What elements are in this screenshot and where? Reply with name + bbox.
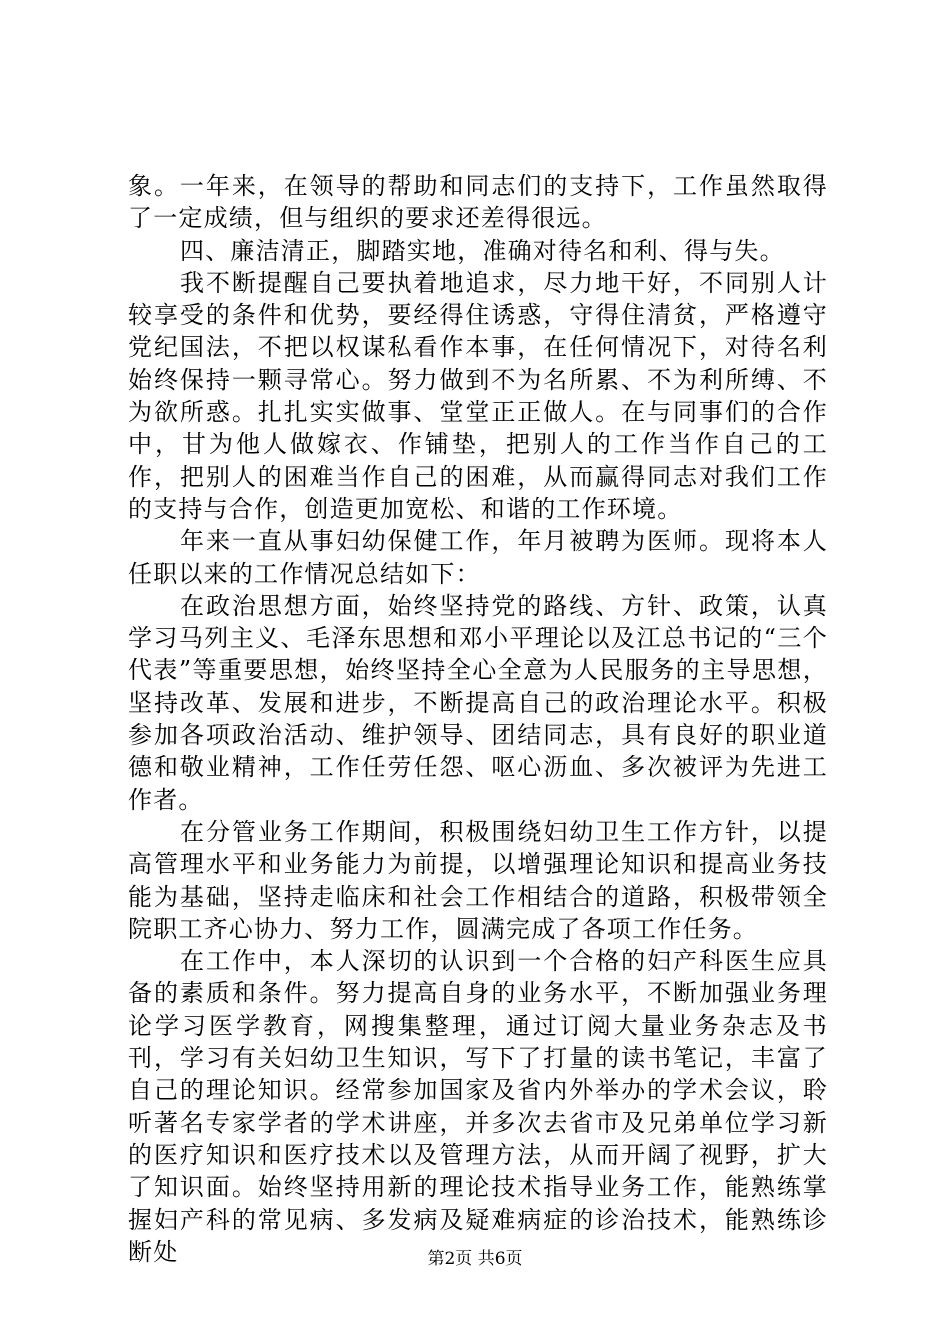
paragraph: 在分管业务工作期间，积极围绕妇幼卫生工作方针，以提高管理水平和业务能力为前提，以增强理论知识和提高业务技能为基础，坚持走临床和社会工作相结合的道路，积极带领全院职工齐心协力、努力工作，圆满完成了各项工作任务。 <box>128 817 828 943</box>
paragraph: 四、廉洁清正，脚踏实地，准确对待名和利、得与失。 <box>180 236 785 265</box>
paragraph: 年来一直从事妇幼保健工作，年月被聘为医师。现将本人任职以来的工作情况总结如下： <box>128 527 828 588</box>
paragraph: 在工作中，本人深切的认识到一个合格的妇产科医生应具备的素质和条件。努力提高自身的业务水平，不断加强业务理论学习医学教育，网搜集整理，通过订阅大量业务杂志及书刊，学习有关妇幼卫生知识，写下了打量的读书笔记，丰富了自己的理论知识。经常参加国家及省内外举办的学术会议，聆听著名专家学者的学术讲座，并多次去省市及兄弟单位学习新的医疗知识和医疗技术以及管理方法，从而开阔了视野，扩大了知识面。始终坚持用新的理论技术指导业务工作，能熟练掌握妇产科的常见病、多发病及疑难病症的诊治技术，能熟练诊断处 <box>128 947 828 1266</box>
page-footer: 第2页 共6页 <box>427 1249 523 1269</box>
paragraph: 在政治思想方面，始终坚持党的路线、方针、政策，认真学习马列主义、毛泽东思想和邓小平理论以及江总书记的“三个代表”等重要思想，始终坚持全心全意为人民服务的主导思想，坚持改革、发展和进步，不断提高自己的政治理论水平。积极参加各项政治活动、维护领导、团结同志，具有良好的职业道德和敬业精神，工作任劳任怨、呕心沥血、多次被评为先进工作者。 <box>128 591 828 814</box>
paragraph: 象。一年来，在领导的帮助和同志们的支持下，工作虽然取得了一定成绩，但与组织的要求还差得很远。 <box>128 172 828 233</box>
document-body <box>128 170 828 1268</box>
paragraph: 我不断提醒自己要执着地追求，尽力地干好，不同别人计较享受的条件和优势，要经得住诱惑，守得住清贫，严格遵守党纪国法，不把以权谋私看作本事，在任何情况下，对待名利始终保持一颗寻常心。努力做到不为名所累、不为利所缚、不为欲所惑。扎扎实实做事、堂堂正正做人。在与同事们的合作中，甘为他人做嫁衣、作铺垫，把别人的工作当作自己的工作，把别人的困难当作自己的困难，从而赢得同志对我们工作的支持与合作，创造更加宽松、和谐的工作环境。 <box>128 268 828 523</box>
